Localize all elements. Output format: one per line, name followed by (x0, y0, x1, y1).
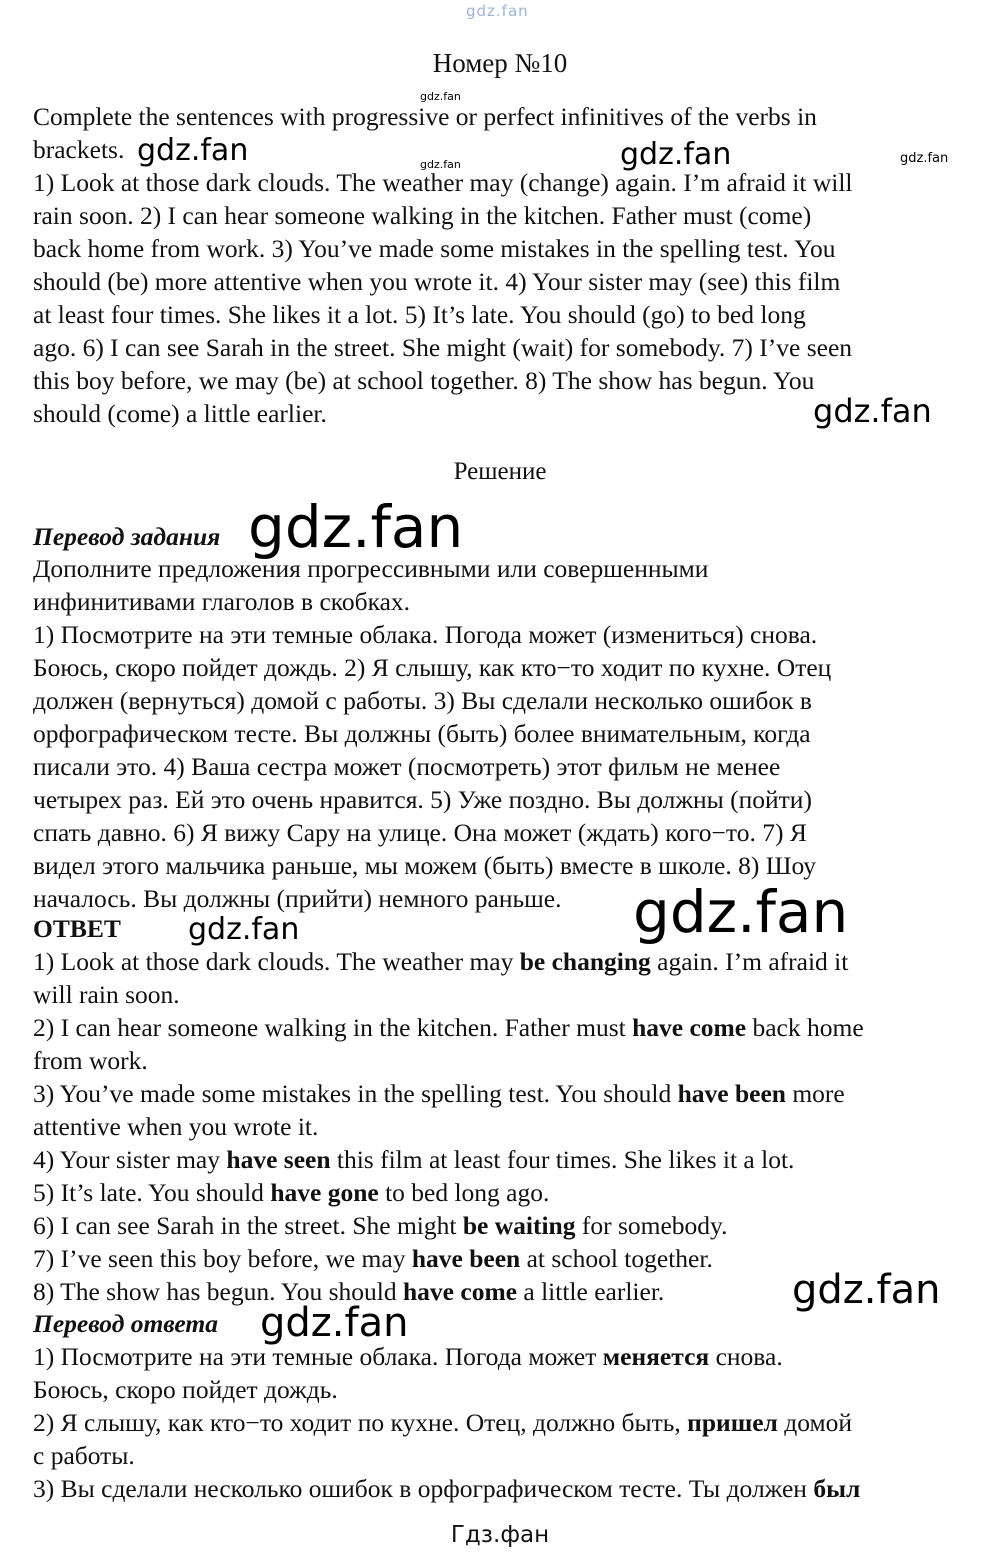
answer-translation-line (33, 1406, 852, 1439)
answer-text: at school together. (520, 1244, 713, 1273)
answer-highlight: have been (677, 1079, 786, 1108)
answer-line (33, 1242, 713, 1275)
task-line: should (come) a little earlier. (33, 399, 327, 428)
watermark-small: gdz.fan (900, 151, 949, 166)
answer-line (33, 978, 180, 1011)
task-line: rain soon. 2) I can hear someone walking in the kitchen. Father must (come) (33, 201, 812, 230)
footer-label: Гдз.фан (450, 1522, 550, 1548)
answer-text: 4) Your sister may (33, 1145, 227, 1174)
watermark-large: gdz.fan (633, 878, 849, 946)
answer-translation-highlight: пришел (687, 1408, 778, 1437)
page-title: Номер №10 (432, 48, 568, 78)
task-line: at least four times. She likes it a lot. 5) It’s late. You should (go) to bed long (33, 300, 806, 329)
task-line: Complete the sentences with progressive or perfect infinitives of the verbs in (33, 102, 817, 131)
watermark-medium: gdz.fan (620, 137, 732, 172)
translation-line: 1) Посмотрите на эти темные облака. Погода может (измениться) снова. (33, 620, 818, 649)
answer-translation-highlight: меняется (602, 1342, 710, 1371)
answer-translation-text: 3) Вы сделали несколько ошибок в орфографическом тесте. Ты должен (33, 1474, 814, 1503)
watermark-medium: gdz.fan (260, 1300, 409, 1346)
answer-heading: ОТВЕТ (33, 914, 121, 943)
translation-line: писали это. 4) Ваша сестра может (посмотреть) этот фильм не менее (33, 752, 781, 781)
answer-text: to bed long ago. (378, 1178, 550, 1207)
answer-text: back home (746, 1013, 864, 1042)
answer-text: 2) I can hear someone walking in the kitchen. Father must (33, 1013, 633, 1042)
answer-line (33, 1077, 845, 1110)
task-line: 1) Look at those dark clouds. The weather may (change) again. I’m afraid it will (33, 168, 853, 197)
translation-heading: Перевод задания (33, 522, 221, 551)
answer-translation-highlight: был (813, 1474, 861, 1503)
task-line: ago. 6) I can see Sarah in the street. She might (wait) for somebody. 7) I’ve seen (33, 333, 853, 362)
answer-line (33, 1209, 728, 1242)
answer-text: 6) I can see Sarah in the street. She might (33, 1211, 463, 1240)
answer-line (33, 1176, 549, 1209)
solution-heading: Решение (453, 458, 547, 485)
translation-line: орфографическом тесте. Вы должны (быть) более внимательным, когда (33, 719, 811, 748)
answer-highlight: have come (632, 1013, 747, 1042)
answer-text: more (785, 1079, 845, 1108)
translation-line: Боюсь, скоро пойдет дождь. 2) Я слышу, как кто−то ходит по кухне. Отец (33, 653, 832, 682)
answer-translation-line (33, 1373, 338, 1406)
answer-text: 8) The show has begun. You should (33, 1277, 403, 1306)
task-line: should (be) more attentive when you wrote it. 4) Your sister may (see) this film (33, 267, 841, 296)
answer-text: 3) You’ve made some mistakes in the spelling test. You should (33, 1079, 678, 1108)
watermark-top: gdz.fan (466, 2, 529, 20)
task-line: this boy before, we may (be) at school together. 8) The show has begun. You (33, 366, 815, 395)
answer-line (33, 1143, 794, 1176)
answer-line (33, 1044, 148, 1077)
watermark-small: gdz.fan (420, 90, 461, 103)
answer-text: a little earlier. (517, 1277, 665, 1306)
answer-translation-heading: Перевод ответа (33, 1309, 218, 1338)
answer-highlight: have seen (226, 1145, 331, 1174)
translation-line: должен (вернуться) домой с работы. 3) Вы сделали несколько ошибок в (33, 686, 812, 715)
watermark-medium: gdz.fan (792, 1267, 941, 1313)
answer-translation-text: домой (777, 1408, 853, 1437)
answer-highlight: have gone (270, 1178, 379, 1207)
answer-line (33, 945, 848, 978)
answer-translation-line (33, 1439, 135, 1472)
translation-line: четырех раз. Ей это очень нравится. 5) Уже поздно. Вы должны (пойти) (33, 785, 812, 814)
watermark-medium: gdz.fan (137, 133, 249, 168)
answer-line (33, 1110, 318, 1143)
answer-text: from work. (33, 1046, 148, 1075)
answer-highlight: be changing (519, 947, 651, 976)
answer-text: for somebody. (575, 1211, 728, 1240)
answer-text: will rain soon. (33, 980, 180, 1009)
answer-line (33, 1011, 864, 1044)
task-line: back home from work. 3) You’ve made some mistakes in the spelling test. You (33, 234, 836, 263)
watermark-medium: gdz.fan (188, 912, 300, 947)
answer-translation-text: снова. (709, 1342, 783, 1371)
answer-text: 5) It’s late. You should (33, 1178, 271, 1207)
answer-text: 1) Look at those dark clouds. The weather may (33, 947, 520, 976)
answer-translation-text: 1) Посмотрите на эти темные облака. Погода может (33, 1342, 603, 1371)
translation-line: инфинитивами глаголов в скобках. (33, 587, 411, 616)
answer-text: 7) I’ve seen this boy before, we may (33, 1244, 412, 1273)
translation-line: Дополните предложения прогрессивными или совершенными (33, 554, 709, 583)
answer-translation-text: с работы. (33, 1441, 135, 1470)
answer-translation-text: Боюсь, скоро пойдет дождь. (33, 1375, 338, 1404)
answer-highlight: have been (411, 1244, 521, 1273)
watermark-large: gdz.fan (248, 493, 464, 561)
translation-line: началось. Вы должны (прийти) немного раньше. (33, 884, 562, 913)
translation-line: спать давно. 6) Я вижу Сару на улице. Она может (ждать) кого−то. 7) Я (33, 818, 807, 847)
answer-highlight: have come (403, 1277, 518, 1306)
watermark-medium: gdz.fan (813, 392, 932, 430)
answer-text: this film at least four times. She likes it a lot. (330, 1145, 795, 1174)
answer-text: again. I’m afraid it (650, 947, 849, 976)
answer-translation-text: 2) Я слышу, как кто−то ходит по кухне. Отец, должно быть, (33, 1408, 688, 1437)
task-line: brackets. (33, 135, 125, 164)
answer-translation-line (33, 1472, 860, 1505)
translation-line: видел этого мальчика раньше, мы можем (быть) вместе в школе. 8) Шоу (33, 851, 816, 880)
answer-text: attentive when you wrote it. (33, 1112, 319, 1141)
watermark-small: gdz.fan (420, 158, 461, 171)
answer-highlight: be waiting (462, 1211, 576, 1240)
